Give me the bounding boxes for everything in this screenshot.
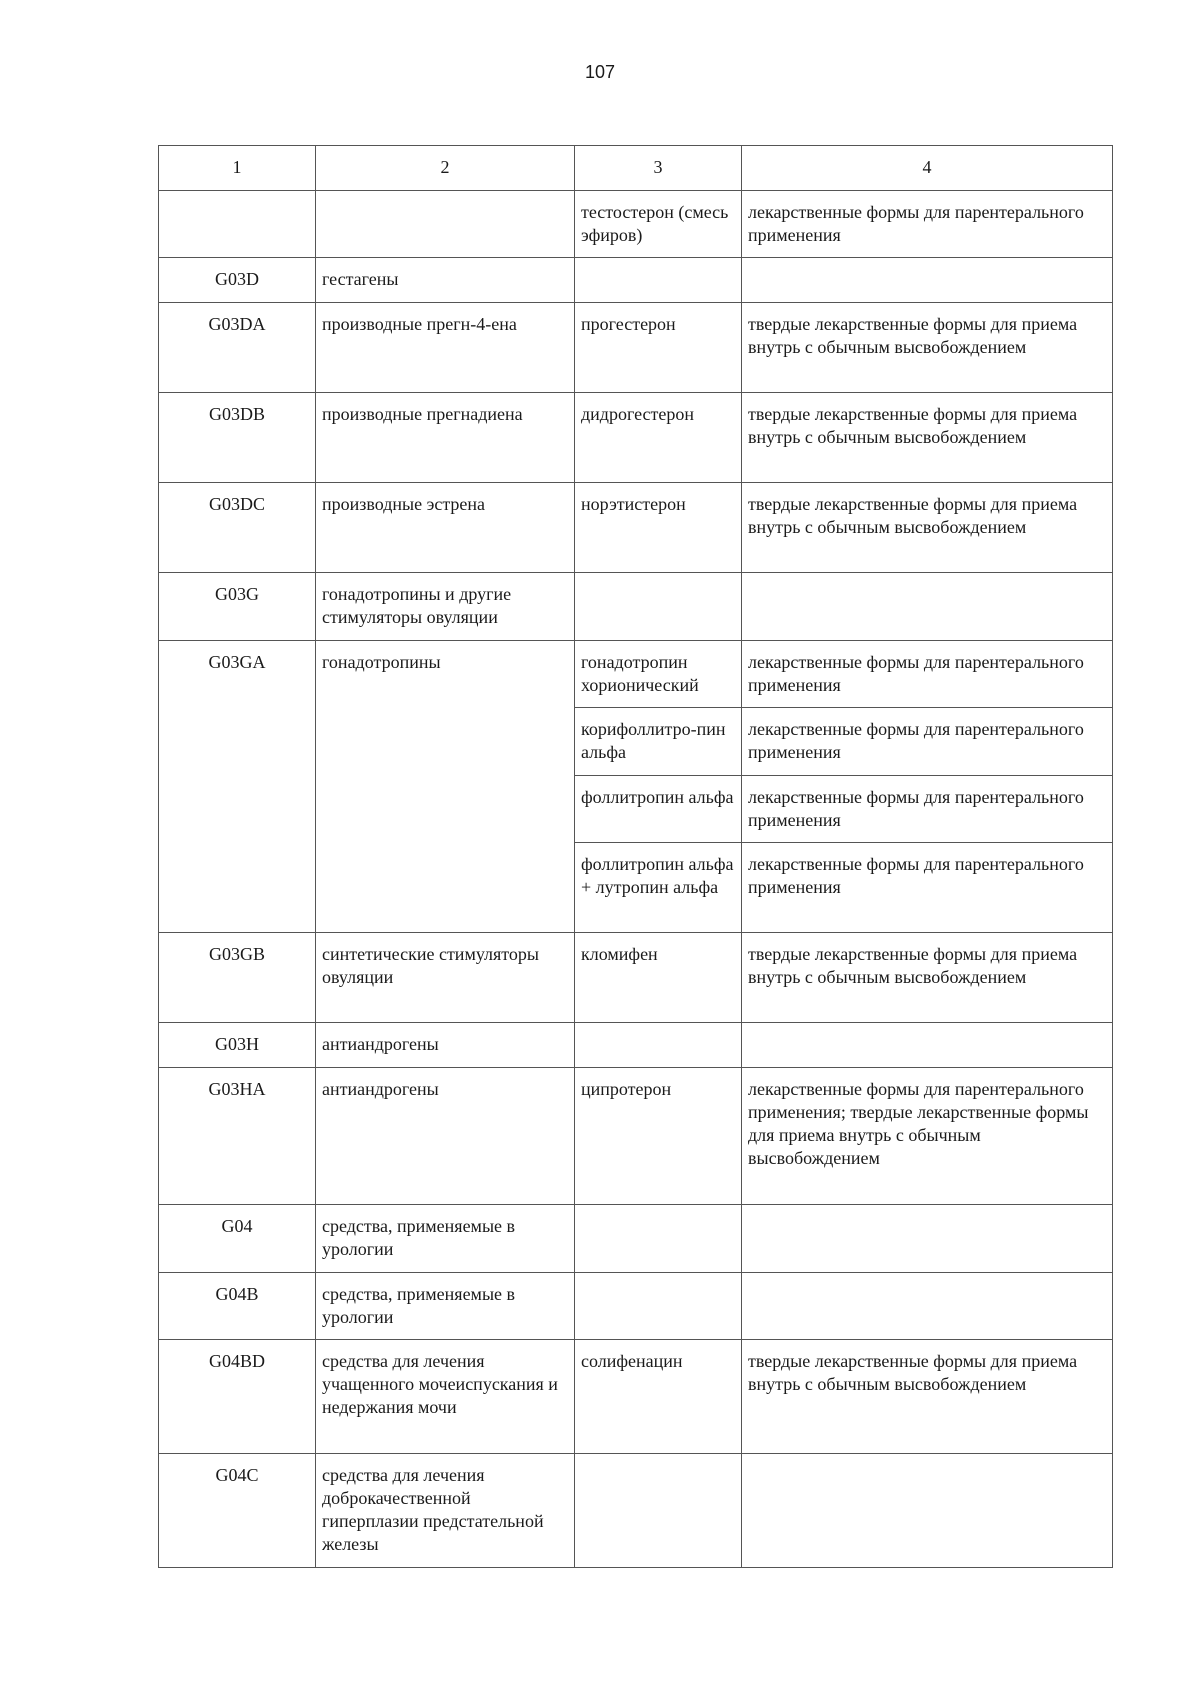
dosage-form: твердые лекарственные формы для приема внутрь с обычным высвобождением: [742, 1340, 1113, 1454]
table-row: [159, 258, 1113, 303]
group-name: гонадотропины и другие стимуляторы овуляции: [316, 573, 575, 641]
drug-classification-table: [158, 145, 1113, 1568]
group-name: [316, 191, 575, 258]
atc-code: G03DB: [159, 393, 316, 483]
dosage-form: твердые лекарственные формы для приема внутрь с обычным высвобождением: [742, 483, 1113, 573]
substance-name: [575, 258, 742, 303]
substance-name: фоллитропин альфа: [575, 776, 742, 843]
dosage-form: лекарственные формы для парентерального применения: [742, 776, 1113, 843]
dosage-form: [742, 1205, 1113, 1273]
substance-name: [575, 1023, 742, 1068]
substance-name: гонадотропин хорионический: [575, 641, 742, 708]
group-name: производные прегнадиена: [316, 393, 575, 483]
substance-name: [575, 1205, 742, 1273]
dosage-form: [742, 1454, 1113, 1568]
atc-code: G03G: [159, 573, 316, 641]
dosage-form: лекарственные формы для парентерального применения: [742, 191, 1113, 258]
substance-name: [575, 1273, 742, 1340]
substance-name: [575, 573, 742, 641]
group-name: антиандрогены: [316, 1023, 575, 1068]
dosage-form: [742, 1023, 1113, 1068]
atc-code: G04C: [159, 1454, 316, 1568]
dosage-form: лекарственные формы для парентерального применения: [742, 708, 1113, 776]
group-name: синтетические стимуляторы овуляции: [316, 933, 575, 1023]
dosage-form: [742, 1273, 1113, 1340]
group-name: средства для лечения доброкачественной гиперплазии предстательной железы: [316, 1454, 575, 1568]
substance-name: кломифен: [575, 933, 742, 1023]
table-row: [159, 393, 1113, 483]
table-row: [159, 303, 1113, 393]
substance-name: [575, 1454, 742, 1568]
table-header-row: [159, 146, 1113, 191]
group-name: гестагены: [316, 258, 575, 303]
group-name: гонадотропины: [316, 641, 575, 933]
atc-code: G03GB: [159, 933, 316, 1023]
atc-code: G03GA: [159, 641, 316, 933]
table-row: [159, 933, 1113, 1023]
substance-name: дидрогестерон: [575, 393, 742, 483]
atc-code: G03D: [159, 258, 316, 303]
substance-name: корифоллитро-пин альфа: [575, 708, 742, 776]
table-row: [159, 1023, 1113, 1068]
substance-name: солифенацин: [575, 1340, 742, 1454]
atc-code: G03HA: [159, 1068, 316, 1205]
group-name: производные прегн-4-ена: [316, 303, 575, 393]
group-name: средства для лечения учащенного мочеиспускания и недержания мочи: [316, 1340, 575, 1454]
dosage-form: [742, 573, 1113, 641]
table-row: [159, 573, 1113, 641]
table-row: [159, 1205, 1113, 1273]
page-number: 107: [584, 62, 616, 82]
group-name: производные эстрена: [316, 483, 575, 573]
dosage-form: твердые лекарственные формы для приема внутрь с обычным высвобождением: [742, 933, 1113, 1023]
dosage-form: твердые лекарственные формы для приема внутрь с обычным высвобождением: [742, 303, 1113, 393]
group-name: средства, применяемые в урологии: [316, 1273, 575, 1340]
atc-code: G03DA: [159, 303, 316, 393]
substance-name: прогестерон: [575, 303, 742, 393]
group-name: антиандрогены: [316, 1068, 575, 1205]
table-row: [159, 1340, 1113, 1454]
dosage-form: лекарственные формы для парентерального применения: [742, 843, 1113, 933]
substance-name: тестостерон (смесь эфиров): [575, 191, 742, 258]
table-row: [159, 191, 1113, 258]
table-row: [159, 1273, 1113, 1340]
header-col-1: 1: [159, 146, 316, 191]
header-col-2: 2: [316, 146, 575, 191]
group-name: средства, применяемые в урологии: [316, 1205, 575, 1273]
dosage-form: лекарственные формы для парентерального применения; твердые лекарственные формы для приема внутрь с обычным высвобождением: [742, 1068, 1113, 1205]
table-row: [159, 641, 1113, 708]
atc-code: [159, 191, 316, 258]
substance-name: ципротерон: [575, 1068, 742, 1205]
atc-code: G03DC: [159, 483, 316, 573]
table-row: [159, 1454, 1113, 1568]
dosage-form: лекарственные формы для парентерального применения: [742, 641, 1113, 708]
table-row: [159, 1068, 1113, 1205]
table-row: [159, 483, 1113, 573]
atc-code: G03H: [159, 1023, 316, 1068]
header-col-3: 3: [575, 146, 742, 191]
atc-code: G04B: [159, 1273, 316, 1340]
atc-code: G04BD: [159, 1340, 316, 1454]
dosage-form: твердые лекарственные формы для приема внутрь с обычным высвобождением: [742, 393, 1113, 483]
substance-name: норэтистерон: [575, 483, 742, 573]
dosage-form: [742, 258, 1113, 303]
substance-name: фоллитропин альфа + лутропин альфа: [575, 843, 742, 933]
atc-code: G04: [159, 1205, 316, 1273]
header-col-4: 4: [742, 146, 1113, 191]
